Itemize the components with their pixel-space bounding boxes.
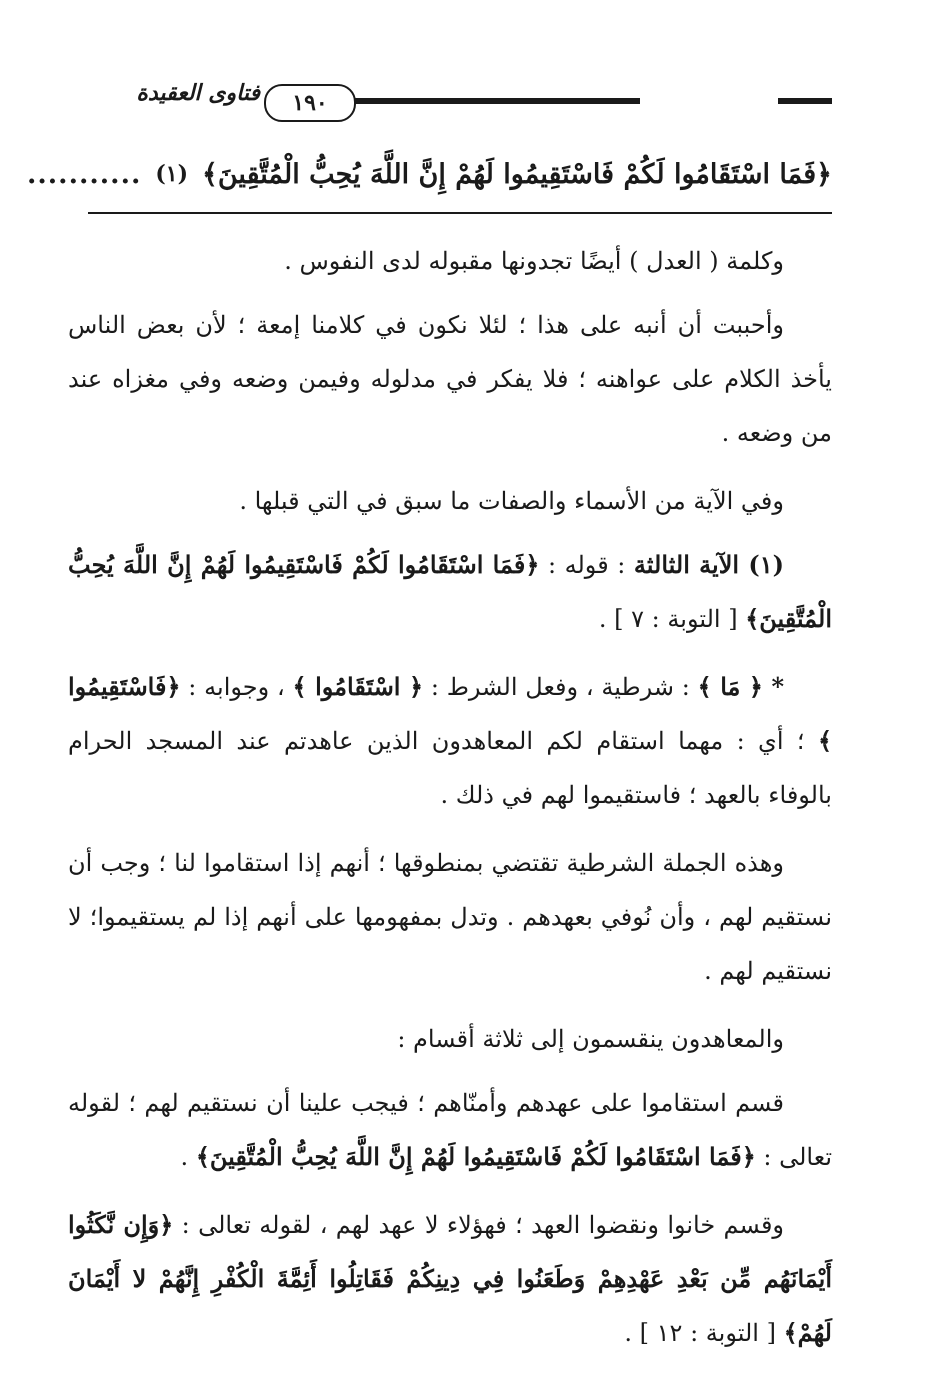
text-run: ، وجوابه : — [180, 673, 293, 701]
text-run: : شرطية ، وفعل الشرط : — [423, 673, 698, 701]
quran-quote: ﴿فَاسْتَقِيمُوا ﴾ — [68, 672, 832, 755]
text-run: : قوله : — [539, 551, 634, 579]
quran-quote: ﴿وَإِن نَّكَثُوا أَيْمَانَهُم مِّن بَعْدِ عَهْدِهِمْ وَطَعَنُوا فِي دِينِكُمْ فَقَاتِلُوا أَئِمَّةَ الْكُفْرِ إِنَّهُمْ لا أَيْمَانَ لَهُمْ﴾ — [68, 1210, 832, 1347]
verse-reference: [ التوبة : ٧ ] . — [598, 605, 746, 633]
paragraph: والمعاهدون ينقسمون إلى ثلاثة أقسام : — [397, 1025, 784, 1053]
quran-quote: ﴿ مَا ﴾ — [697, 672, 763, 701]
paragraph: وفي الآية من الأسماء والصفات ما سبق في التي قبلها . — [239, 487, 784, 515]
footnote-marker: (١) — [155, 161, 189, 187]
paragraph: وكلمة ( العدل ) أيضًا تجدونها مقبوله لدى النفوس . — [284, 247, 784, 275]
text-run: ؛ أي : مهما استقام لكم المعاهدون الذين عاهدتم عند المسجد الحرام بالوفاء بالعهد ؛ فاستقيموا لهم في ذلك . — [68, 727, 832, 809]
text-run: وقسم خانوا ونقضوا العهد ؛ فهؤلاء لا عهد لهم ، لقوله تعالى : — [173, 1211, 785, 1239]
star-bullet: * — [762, 672, 784, 701]
verse-heading — [26, 146, 832, 202]
leader-dots: ........... — [26, 158, 142, 190]
quran-quote: ﴿فَمَا اسْتَقَامُوا لَكُمْ فَاسْتَقِيمُوا لَهُمْ إِنَّ اللَّهَ يُحِبُّ الْمُتَّقِينَ﴾ — [68, 550, 832, 633]
paragraph: وهذه الجملة الشرطية تقتضي بمنطوقها ؛ أنهم إذا استقاموا لنا ؛ وجب أن نستقيم لهم ، وأن نُوفي بعهدهم . وتدل بمفهومها على أنهم إذا لم يستقيموا؛ لا نستقيم لهم . — [68, 849, 832, 985]
body-text — [68, 234, 832, 1374]
paragraph: وأحببت أن أنبه على هذا ؛ لئلا نكون في كلامنا إمعة ؛ لأن بعض الناس يأخذ الكلام على عواهنه ؛ فلا يفكر في مدلوله وفيمن وضعه وفي مغزاه عند من وضعه . — [68, 311, 832, 447]
paragraph — [68, 660, 832, 822]
running-title: فتاوى العقيدة — [136, 80, 260, 106]
header-rule — [778, 98, 832, 104]
page-number: ١٩٠ — [264, 84, 356, 122]
book-page — [26, 74, 832, 1347]
heading-divider — [88, 212, 832, 214]
verse-reference: [ التوبة : ١٢ ] . — [624, 1319, 784, 1347]
text-run: قسم استقاموا على عهدهم وأمنّاهم ؛ فيجب علينا أن نستقيم لهم ؛ لقوله تعالى : — [68, 1089, 832, 1171]
header-rule — [352, 98, 640, 104]
paragraph — [68, 1198, 832, 1360]
quran-quote: ﴿ اسْتَقَامُوا ﴾ — [292, 672, 424, 701]
paragraph — [68, 1076, 832, 1184]
page-header — [88, 74, 820, 120]
verse-text: ﴿فَمَا اسْتَقَامُوا لَكُمْ فَاسْتَقِيمُوا لَهُمْ إِنَّ اللَّهَ يُحِبُّ الْمُتَّقِينَ﴾ — [202, 158, 832, 190]
footnote-lead: (١) الآية الثالثة — [633, 550, 784, 579]
footnote-paragraph — [68, 538, 832, 646]
text-run: . — [180, 1143, 196, 1171]
quran-quote: ﴿فَمَا اسْتَقَامُوا لَكُمْ فَاسْتَقِيمُوا لَهُمْ إِنَّ اللَّهَ يُحِبُّ الْمُتَّقِينَ﴾ — [195, 1142, 756, 1171]
